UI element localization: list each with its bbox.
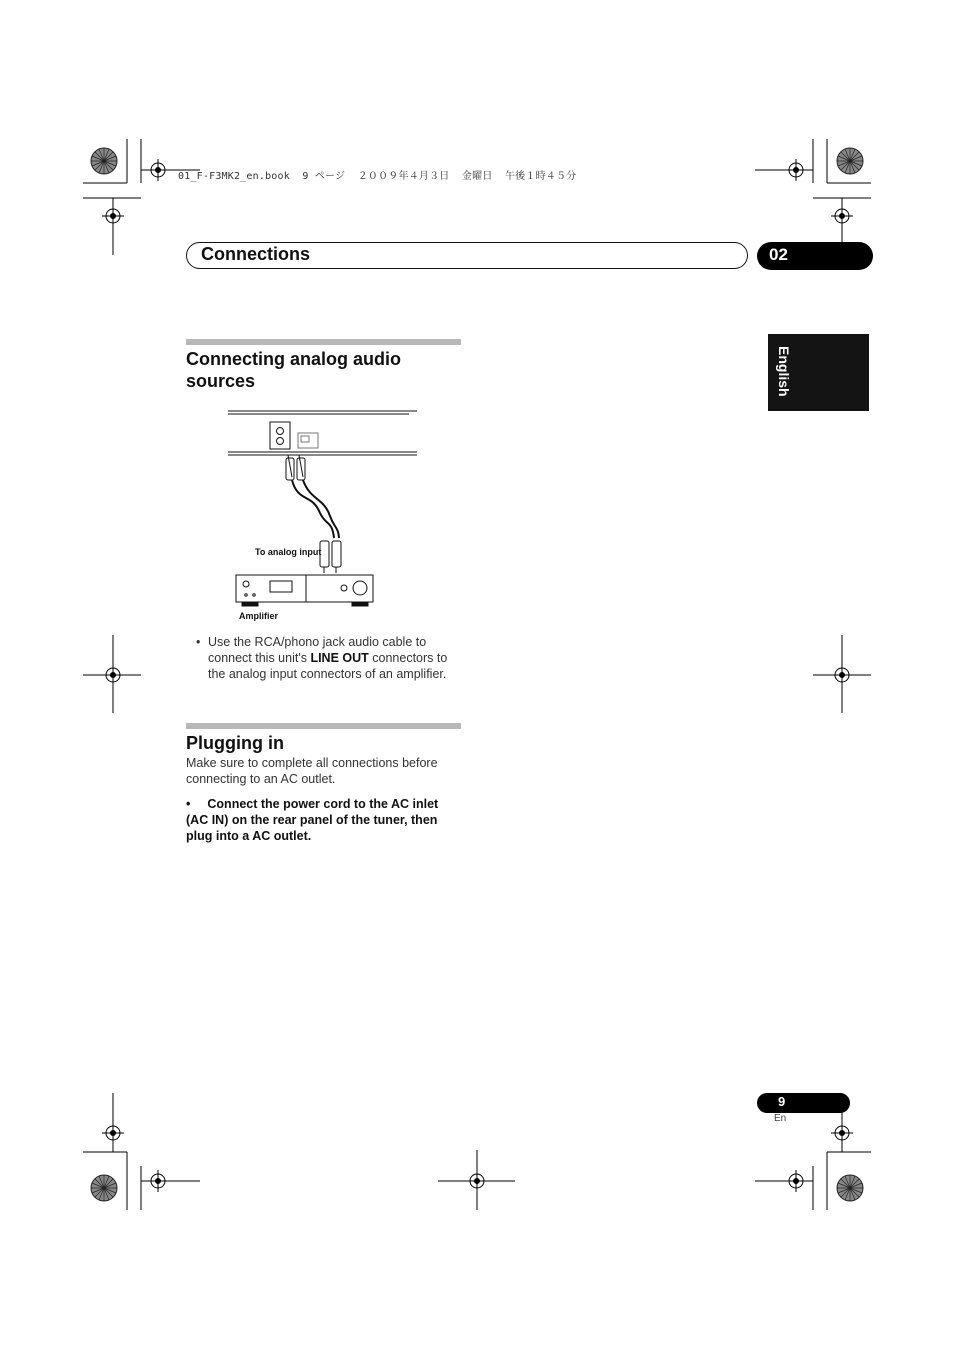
amplifier-label: Amplifier <box>239 611 279 621</box>
page-number: 9 <box>778 1094 786 1109</box>
plugging-step <box>186 796 462 844</box>
bullet-text: Use the RCA/phono jack audio cable to connect this unit's <box>208 635 427 665</box>
step-marker: • <box>186 797 191 811</box>
section-heading-analog <box>186 348 461 392</box>
section-rule <box>186 723 461 729</box>
section-rule <box>186 339 461 345</box>
print-info: 01_F-F3MK2_en.book 9 ページ ２００９年４月３日 金曜日 午後１時４５分 <box>178 171 577 182</box>
page-language: En <box>774 1113 787 1124</box>
bullet-marker: • <box>196 635 201 649</box>
page-number-badge <box>757 1093 850 1113</box>
section-heading-plugging: Plugging in <box>186 733 284 753</box>
analog-input-label: To analog input <box>255 547 322 557</box>
step-text: Connect the power cord to the AC inlet (AC IN) on the rear panel of the tuner, then plug into a AC outlet. <box>186 797 439 843</box>
bullet-text: connectors to the analog input connectors of an amplifier. <box>208 651 448 681</box>
page-title: Connections <box>201 244 311 264</box>
language-tab-label: English <box>776 346 792 397</box>
plugging-body: Make sure to complete all connections before connecting to an AC outlet. <box>186 756 438 786</box>
line-out-emphasis: LINE OUT <box>310 651 369 665</box>
instruction-bullet <box>196 634 461 682</box>
heading-line: sources <box>186 371 256 391</box>
chapter-number: 02 <box>769 245 788 264</box>
connection-diagram <box>228 408 420 624</box>
heading-line: Connecting analog audio <box>186 349 401 369</box>
